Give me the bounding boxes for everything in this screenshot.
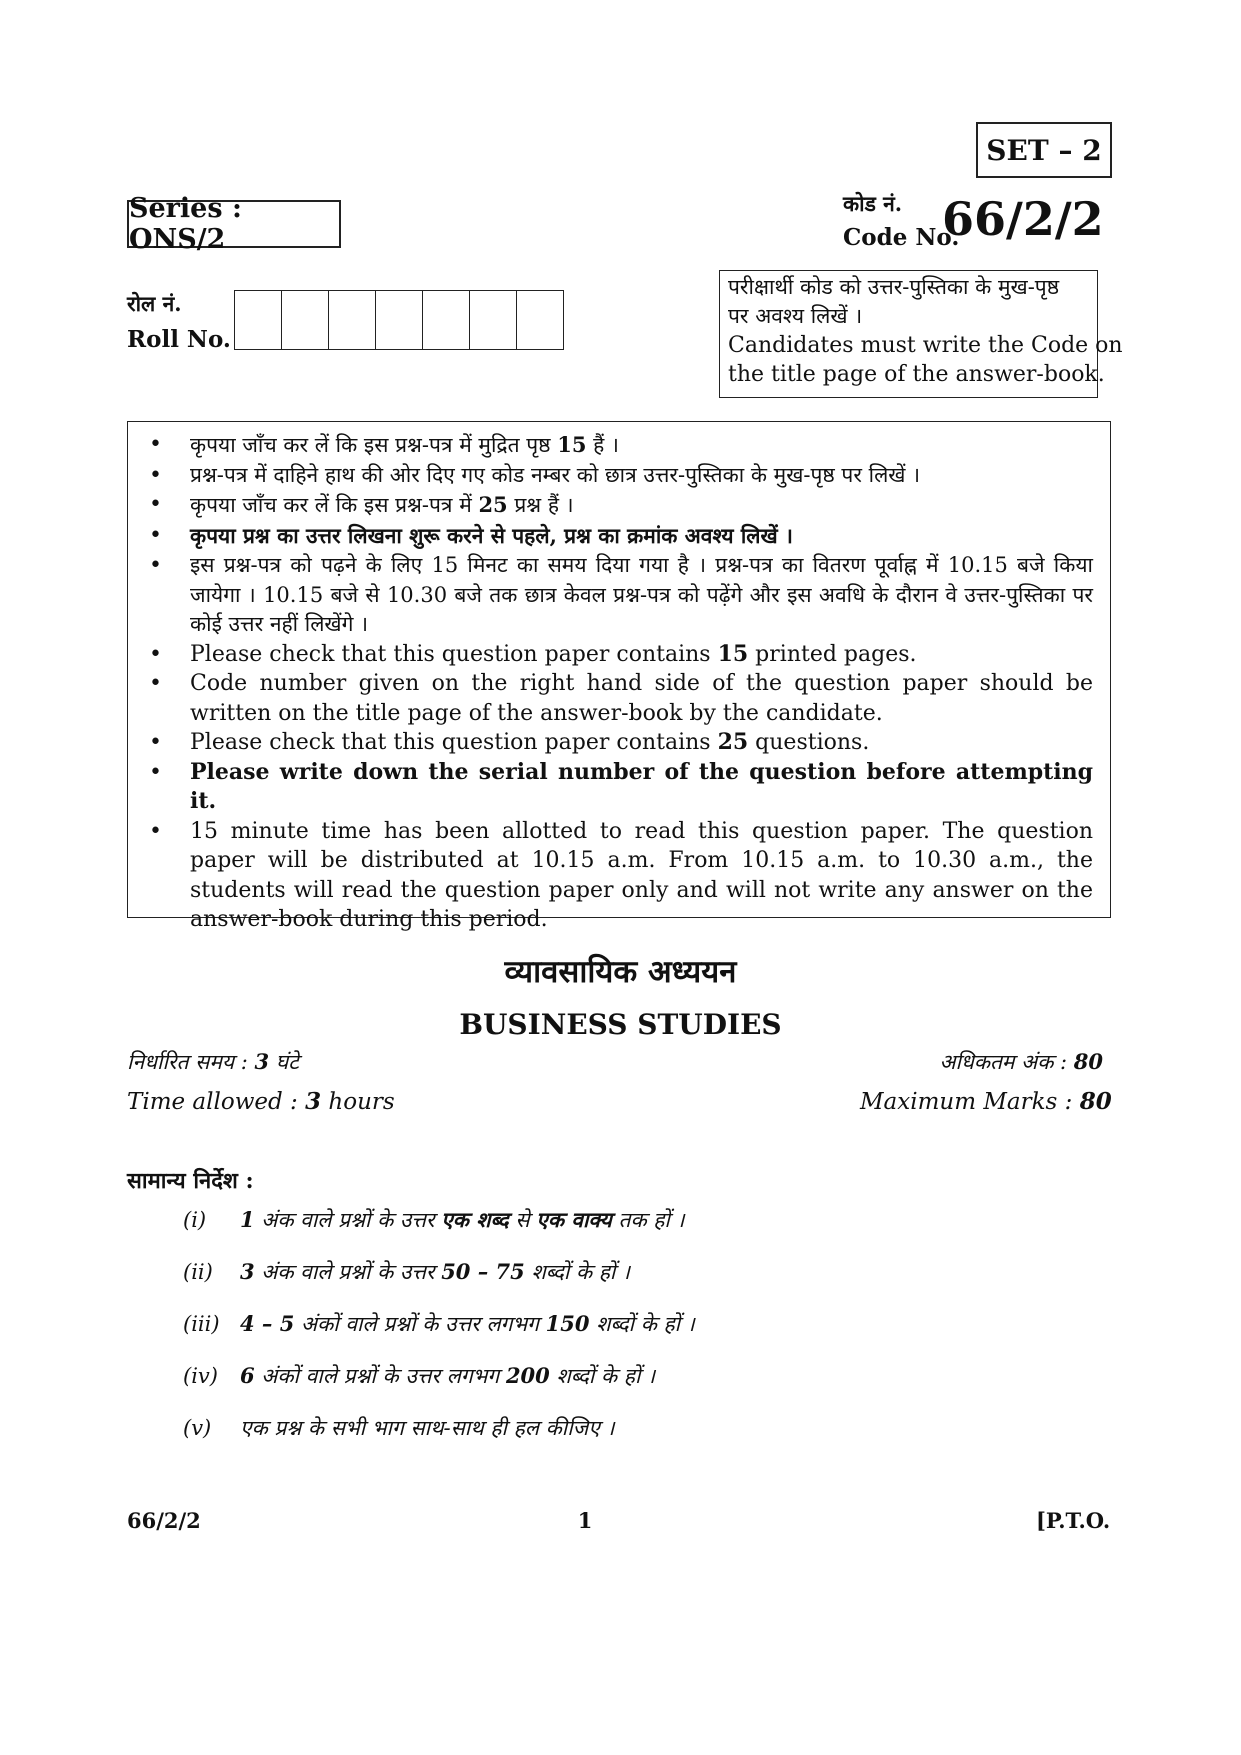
bullet-icon: •	[149, 818, 162, 844]
item-number: (v)	[183, 1416, 212, 1440]
series-label: Series : ONS/2	[127, 200, 341, 248]
time-allowed-hindi	[127, 1048, 299, 1076]
item-text: अंकों वाले प्रश्नों के उत्तर लगभग	[254, 1364, 506, 1388]
item-bold-text: एक शब्द	[441, 1207, 509, 1232]
instruction-item	[145, 728, 1093, 758]
item-bold-text: 1	[240, 1207, 255, 1232]
instruction-bold-text: 15	[717, 640, 749, 667]
code-note-hindi-line1: परीक्षार्थी कोड को उत्तर-पुस्तिका के मुख-पृष्ठ	[728, 275, 1060, 299]
time-hi-unit: घंटे	[269, 1050, 299, 1074]
time-hi-label: निर्धारित समय :	[127, 1050, 255, 1074]
item-number: (i)	[183, 1208, 207, 1232]
time-en-label: Time allowed :	[127, 1089, 306, 1115]
code-number: 66/2/2	[942, 192, 1104, 246]
time-hi-value: 3	[254, 1049, 270, 1074]
item-bold-text: 50 – 75	[441, 1259, 525, 1284]
marks-hi-label: अधिकतम अंक :	[939, 1050, 1074, 1074]
item-number: (iv)	[183, 1364, 218, 1388]
item-text: शब्दों के हों ।	[549, 1364, 656, 1388]
marks-en-value: 80	[1079, 1088, 1112, 1115]
instruction-item	[145, 817, 1093, 935]
roll-number-cell	[517, 291, 564, 349]
bullet-icon: •	[149, 759, 162, 785]
instruction-item	[145, 461, 1093, 491]
instruction-item	[145, 551, 1093, 640]
item-text: शब्दों के हों ।	[589, 1312, 695, 1336]
instruction-text: कृपया जाँच कर लें कि इस प्रश्न-पत्र में	[190, 493, 479, 517]
roll-number-cell	[235, 291, 282, 349]
instruction-item	[145, 521, 1093, 552]
item-text: तक हों ।	[611, 1208, 685, 1232]
instruction-text: कृपया जाँच कर लें कि इस प्रश्न-पत्र में मुद्रित पृष्ठ	[190, 433, 558, 457]
instructions-list	[145, 430, 1093, 935]
item-bold-text: 4 – 5	[240, 1311, 295, 1336]
time-en-unit: hours	[321, 1089, 395, 1115]
instruction-item	[145, 640, 1093, 670]
item-bold-text: 3	[240, 1259, 255, 1284]
item-text: एक प्रश्न के सभी भाग साथ-साथ ही हल कीजिए ।	[240, 1416, 615, 1440]
general-instructions-heading: सामान्य निर्देश :	[127, 1168, 254, 1194]
roll-number-cell	[470, 291, 517, 349]
general-instruction-item	[183, 1310, 695, 1338]
subject-title-english: BUSINESS STUDIES	[459, 1008, 782, 1041]
bullet-icon: •	[149, 522, 162, 548]
instructions-box	[127, 421, 1111, 932]
item-number: (iii)	[183, 1312, 220, 1336]
item-text: अंक वाले प्रश्नों के उत्तर	[254, 1208, 442, 1232]
bullet-icon: •	[149, 462, 162, 488]
general-instruction-item	[183, 1206, 685, 1234]
roll-label-english: Roll No.	[127, 326, 231, 353]
instruction-bold-text: 25	[717, 729, 749, 755]
instruction-text: इस प्रश्न-पत्र को पढ़ने के लिए 15 मिनट का समय दिया गया है । प्रश्न-पत्र का वितरण पूर्वाह्न में 10.15 बजे किया जायेगा । 10.15 बजे से 10.30 बजे तक छात्र केवल प्रश्न-पत्र को पढ़ेंगे और इस अवधि के दौरान वे उत्तर-पुस्तिका पर कोई उत्तर नहीं लिखेंगे ।	[190, 553, 1093, 636]
roll-number-cell	[329, 291, 376, 349]
set-label: SET – 2	[976, 122, 1112, 178]
roll-label-hindi: रोल नं.	[127, 291, 182, 316]
item-text: अंक वाले प्रश्नों के उत्तर	[254, 1260, 442, 1284]
footer-code: 66/2/2	[127, 1508, 201, 1533]
code-note-english-line2: the title page of the answer-book.	[728, 362, 1105, 387]
instruction-text: Please check that this question paper contains	[190, 730, 718, 755]
bullet-icon: •	[149, 671, 162, 696]
bullet-icon: •	[149, 730, 162, 755]
instruction-text: प्रश्न हैं ।	[507, 493, 574, 517]
instruction-item	[145, 669, 1093, 728]
roll-number-boxes	[234, 290, 564, 350]
instruction-bold-text: 15	[557, 432, 587, 457]
instruction-bold-text: 25	[478, 492, 508, 517]
time-en-value: 3	[305, 1088, 322, 1115]
bullet-icon: •	[149, 553, 162, 578]
roll-number-cell	[423, 291, 470, 349]
instruction-text: Code number given on the right hand side of the question paper should be written on the title page of the answer-book by the candidate.	[190, 671, 1093, 726]
general-instruction-item	[183, 1258, 630, 1286]
code-label-hindi: कोड नं.	[843, 191, 903, 216]
instruction-text: printed pages.	[748, 641, 917, 667]
general-instruction-item	[183, 1414, 615, 1442]
roll-number-cell	[376, 291, 423, 349]
subject-title-hindi: व्यावसायिक अध्ययन	[504, 954, 737, 990]
item-bold-text: 200	[505, 1363, 550, 1388]
item-bold-text: एक वाक्य	[536, 1207, 612, 1232]
instruction-text: questions.	[748, 730, 870, 755]
instruction-text: Please check that this question paper contains	[190, 641, 718, 667]
item-text: अंकों वाले प्रश्नों के उत्तर लगभग	[294, 1312, 546, 1336]
bullet-icon: •	[149, 432, 162, 457]
bullet-icon: •	[149, 641, 162, 667]
item-text: शब्दों के हों ।	[524, 1260, 631, 1284]
marks-hi-value: 80	[1073, 1049, 1103, 1074]
bullet-icon: •	[149, 492, 162, 517]
general-instruction-item	[183, 1362, 655, 1390]
instruction-item	[145, 758, 1093, 817]
item-text: से	[508, 1208, 537, 1232]
code-note-english-line1: Candidates must write the Code on	[728, 333, 1123, 358]
page-number: 1	[577, 1508, 593, 1533]
item-bold-text: 150	[545, 1311, 590, 1336]
instruction-text: प्रश्न-पत्र में दाहिने हाथ की ओर दिए गए कोड नम्बर को छात्र उत्तर-पुस्तिका के मुख-पृष्ठ पर लिखें ।	[190, 462, 921, 487]
code-note-box	[719, 270, 1123, 398]
instruction-item	[145, 430, 1093, 461]
marks-en-label: Maximum Marks :	[860, 1089, 1080, 1115]
instruction-bold-text: Please write down the serial number of the question before attempting it.	[190, 758, 1093, 814]
code-label-english: Code No.	[843, 224, 960, 251]
item-number: (ii)	[183, 1260, 213, 1284]
code-note-hindi-line2: पर अवश्य लिखें ।	[728, 304, 863, 328]
instruction-text: 15 minute time has been allotted to read this question paper. The question paper will be distributed at 10.15 a.m. From 10.15 a.m. to 10.30 a.m., the students will read the question paper only and will not write any answer on the answer-book during this period.	[190, 818, 1093, 932]
instruction-bold-text: कृपया प्रश्न का उत्तर लिखना शुरू करने से पहले, प्रश्न का क्रमांक अवश्य लिखें ।	[190, 522, 793, 548]
item-bold-text: 6	[240, 1363, 255, 1388]
max-marks-english	[860, 1088, 1112, 1115]
instruction-item	[145, 490, 1093, 521]
max-marks-hindi	[929, 1048, 1103, 1076]
please-turn-over: [P.T.O.	[1036, 1508, 1111, 1533]
instruction-text: हैं ।	[586, 433, 619, 457]
time-allowed-english	[127, 1088, 395, 1115]
roll-number-cell	[282, 291, 329, 349]
